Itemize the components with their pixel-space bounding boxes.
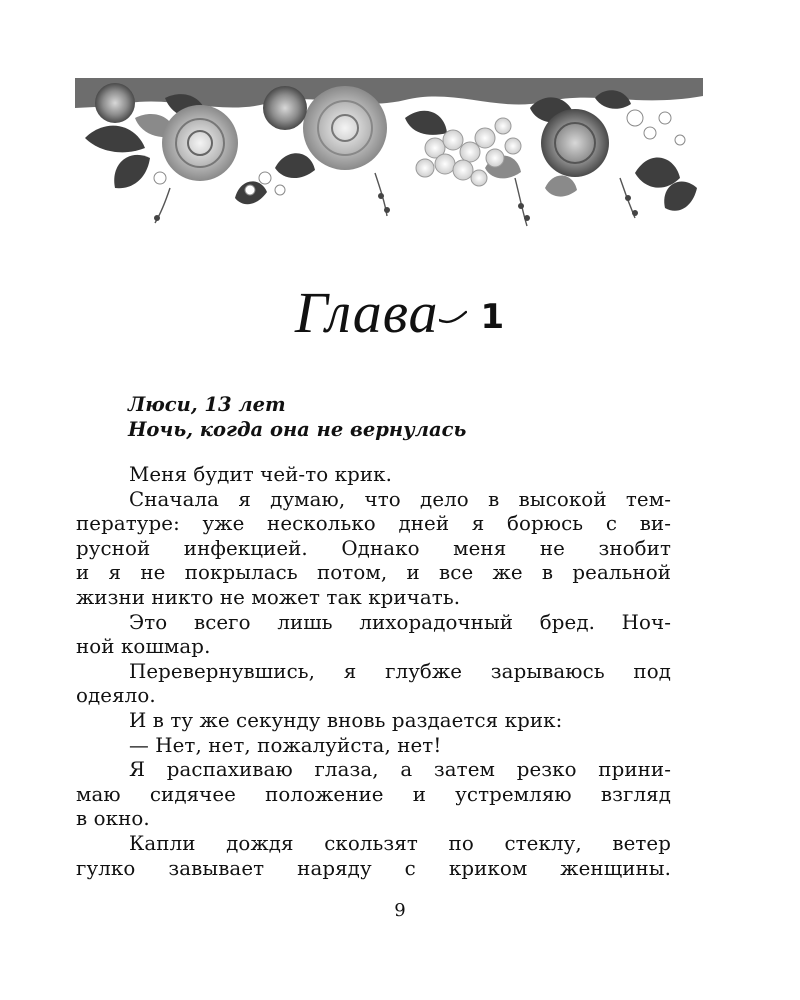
chapter-word: Глава (294, 280, 439, 345)
episode-title: Ночь, когда она не вернулась (128, 418, 467, 441)
narrator-line: Люси, 13 лет (128, 393, 286, 416)
text-line: гулко завывает наряду с криком женщины. (76, 856, 671, 880)
body-text (76, 463, 671, 881)
text-line: в окно. (76, 807, 150, 831)
text-line: Сначала я думаю, что дело в высокой тем- (129, 487, 671, 511)
chapter-subtitle (128, 392, 688, 442)
text-line: ной кошмар. (76, 635, 211, 659)
text-line: И в ту же секунду вновь раздается крик: (129, 708, 563, 732)
text-line: Перевернувшись, я глубже зарываюсь под (129, 659, 671, 683)
text-line: русной инфекцией. Однако меня не знобит (76, 536, 671, 560)
chapter-heading (0, 278, 800, 352)
text-line: пературе: уже несколько дней я борюсь с ви- (76, 512, 671, 536)
text-line: маю сидячее положение и устремляю взгляд (76, 782, 671, 806)
text-line: Меня будит чей-то крик. (129, 463, 393, 486)
text-line: Я распахиваю глаза, а затем резко прини- (129, 758, 671, 782)
text-line: жизни никто не может так кричать. (76, 585, 461, 609)
text-line: Это всего лишь лихорадочный бред. Ноч- (129, 610, 671, 634)
page-number: 9 (394, 900, 406, 921)
chapter-number: 1 (480, 297, 506, 337)
text-line: одеяло. (76, 684, 156, 708)
text-line: Капли дождя скользят по стеклу, ветер (129, 831, 671, 855)
text-line: — Нет, нет, пожалуйста, нет! (129, 733, 442, 757)
swash-flourish-icon (439, 306, 467, 326)
text-line: и я не покрылась потом, и все же в реальной (76, 561, 671, 585)
floral-header-illustration (75, 78, 703, 228)
